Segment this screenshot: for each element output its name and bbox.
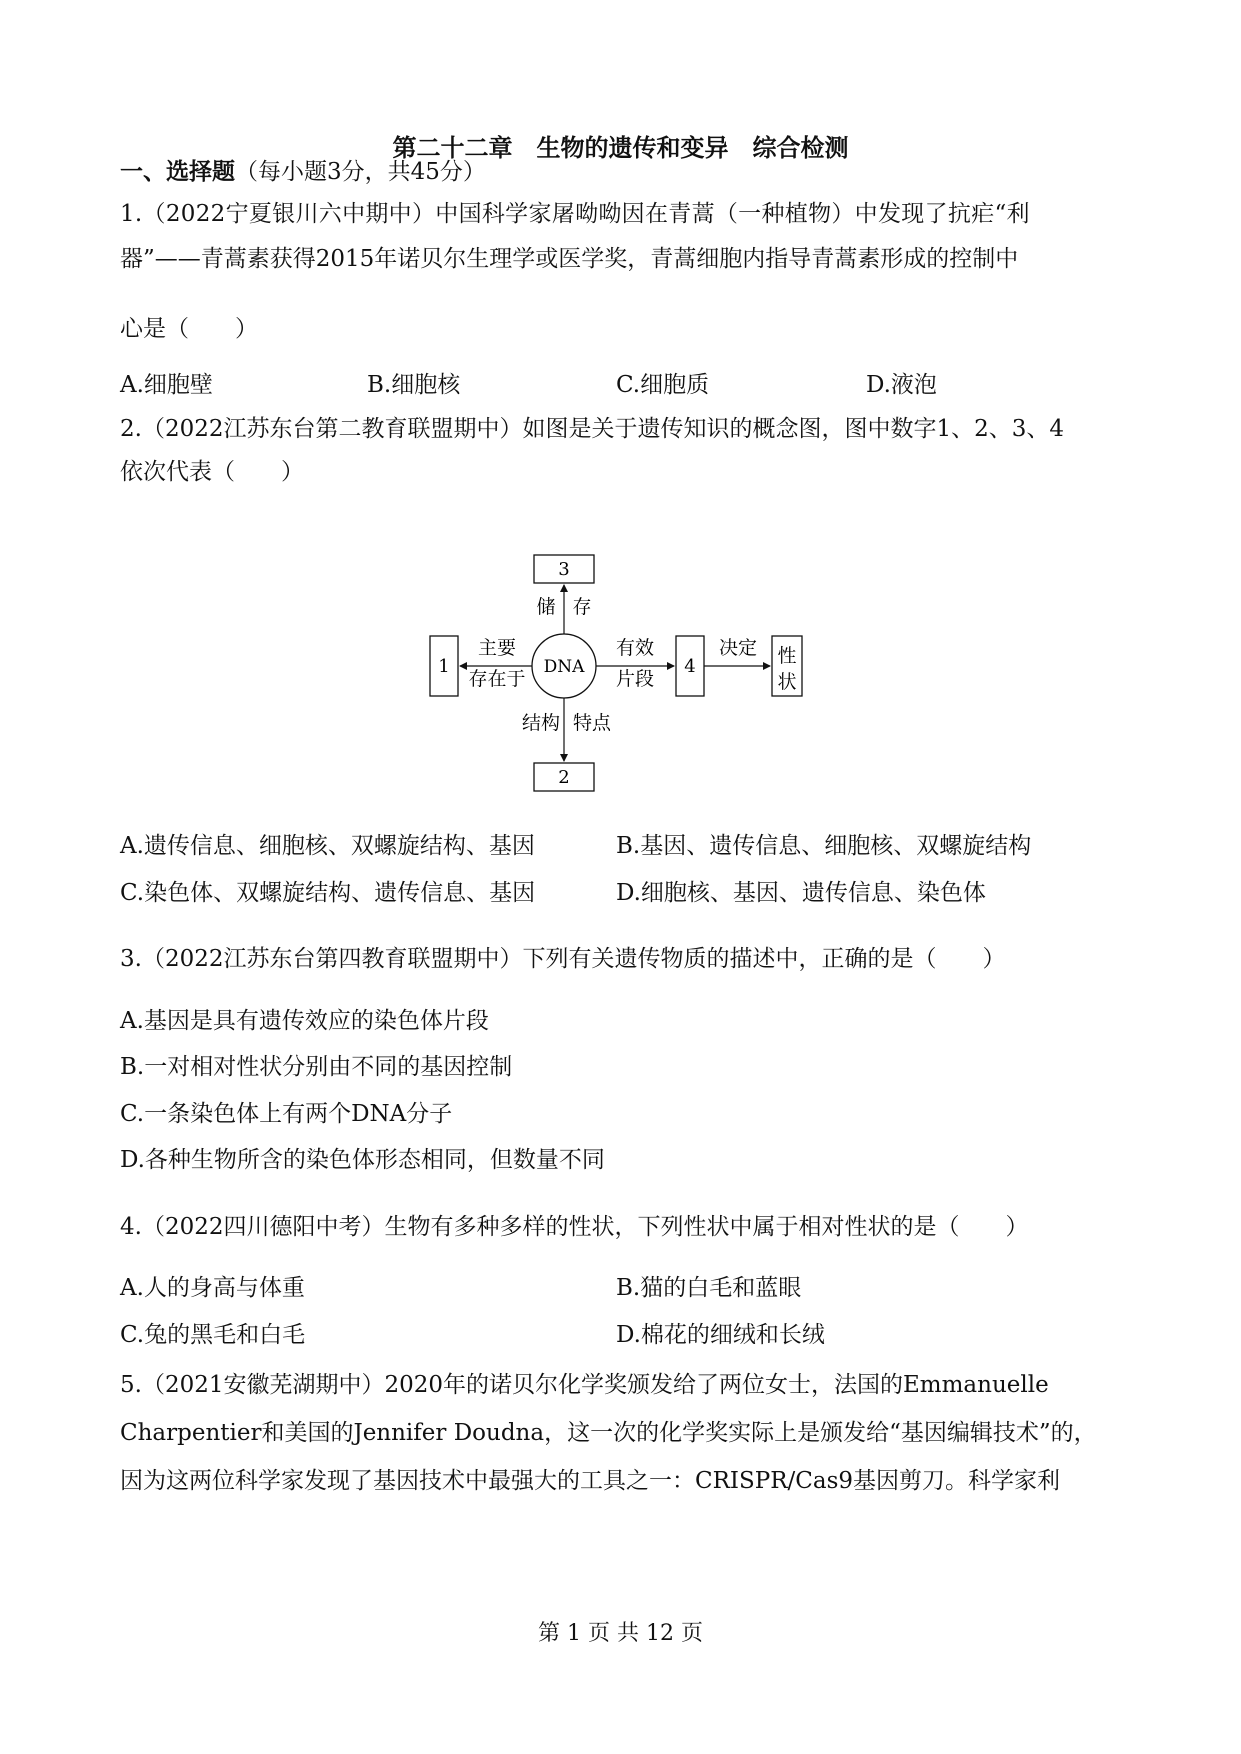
section-label: 一、选择题 [120,158,235,185]
label-down-left: 结构 [521,712,561,734]
box-2-label: 2 [558,767,570,788]
q4-option-d: D.棉花的细绒和长绒 [616,1322,825,1348]
q1-option-b: B.细胞核 [367,372,461,398]
q2-option-b: B.基因、遗传信息、细胞核、双螺旋结构 [616,833,1032,859]
q2-option-c: C.染色体、双螺旋结构、遗传信息、基因 [120,880,536,906]
q3-option-c: C.一条染色体上有两个DNA分子 [120,1101,453,1127]
q4-option-b: B.猫的白毛和蓝眼 [616,1275,802,1301]
q4-line1: 4.（2022四川德阳中考）生物有多种多样的性状，下列性状中属于相对性状的是（ ） [120,1214,1029,1240]
label-decide: 决定 [718,637,758,659]
concept-diagram [420,545,820,800]
page-title: 第二十二章 生物的遗传和变异 综合检测 [392,133,849,162]
q5-line1: 5.（2021安徽芜湖期中）2020年的诺贝尔化学奖颁发给了两位女士，法国的Emmanuelle [120,1372,1049,1398]
box-trait-label-1: 性 [777,645,797,667]
section-note: （每小题3分，共45分） [235,159,486,185]
label-up-left: 储 [536,596,556,618]
q3-option-b: B.一对相对性状分别由不同的基因控制 [120,1054,513,1080]
label-up-right: 存 [572,596,592,618]
label-right-1: 有效 [615,637,655,659]
q1-line3: 心是（ ） [120,316,258,342]
q3-option-a: A.基因是具有遗传效应的染色体片段 [120,1008,489,1034]
q2-line1: 2.（2022江苏东台第二教育联盟期中）如图是关于遗传知识的概念图，图中数字1、2、3、4 [120,416,1065,442]
dna-label: DNA [543,657,585,677]
q2-option-a: A.遗传信息、细胞核、双螺旋结构、基因 [120,833,535,859]
section-heading [120,157,486,187]
q1-option-c: C.细胞质 [616,372,710,398]
q1-line1: 1.（2022宁夏银川六中期中）中国科学家屠呦呦因在青蒿（一种植物）中发现了抗疟“利 [120,201,1030,227]
q1-option-d: D.液泡 [866,372,937,398]
label-left-2: 存在于 [468,668,526,690]
page-footer: 第 1 页 共 12 页 [538,1621,703,1646]
q1-option-a: A.细胞壁 [120,372,213,398]
q3-line1: 3.（2022江苏东台第四教育联盟期中）下列有关遗传物质的描述中，正确的是（ ） [120,946,1006,972]
q4-option-c: C.兔的黑毛和白毛 [120,1322,306,1348]
label-right-2: 片段 [615,668,655,690]
q5-line3: 因为这两位科学家发现了基因技术中最强大的工具之一：CRISPR/Cas9基因剪刀。科学家利 [120,1468,1061,1494]
q5-line2: Charpentier和美国的Jennifer Doudna，这一次的化学奖实际上是颁发给“基因编辑技术”的， [120,1420,1097,1446]
label-left-1: 主要 [477,637,517,659]
box-1-label: 1 [438,656,450,677]
box-3-label: 3 [558,559,570,580]
box-trait-label-2: 状 [777,671,797,693]
q2-option-d: D.细胞核、基因、遗传信息、染色体 [616,880,986,906]
q3-option-d: D.各种生物所含的染色体形态相同，但数量不同 [120,1147,605,1173]
box-4-label: 4 [684,656,696,677]
label-down-right: 特点 [572,712,612,734]
q1-line2: 器”——青蒿素获得2015年诺贝尔生理学或医学奖，青蒿细胞内指导青蒿素形成的控制中 [120,246,1019,272]
q2-line2: 依次代表（ ） [120,459,304,485]
q4-option-a: A.人的身高与体重 [120,1275,305,1301]
